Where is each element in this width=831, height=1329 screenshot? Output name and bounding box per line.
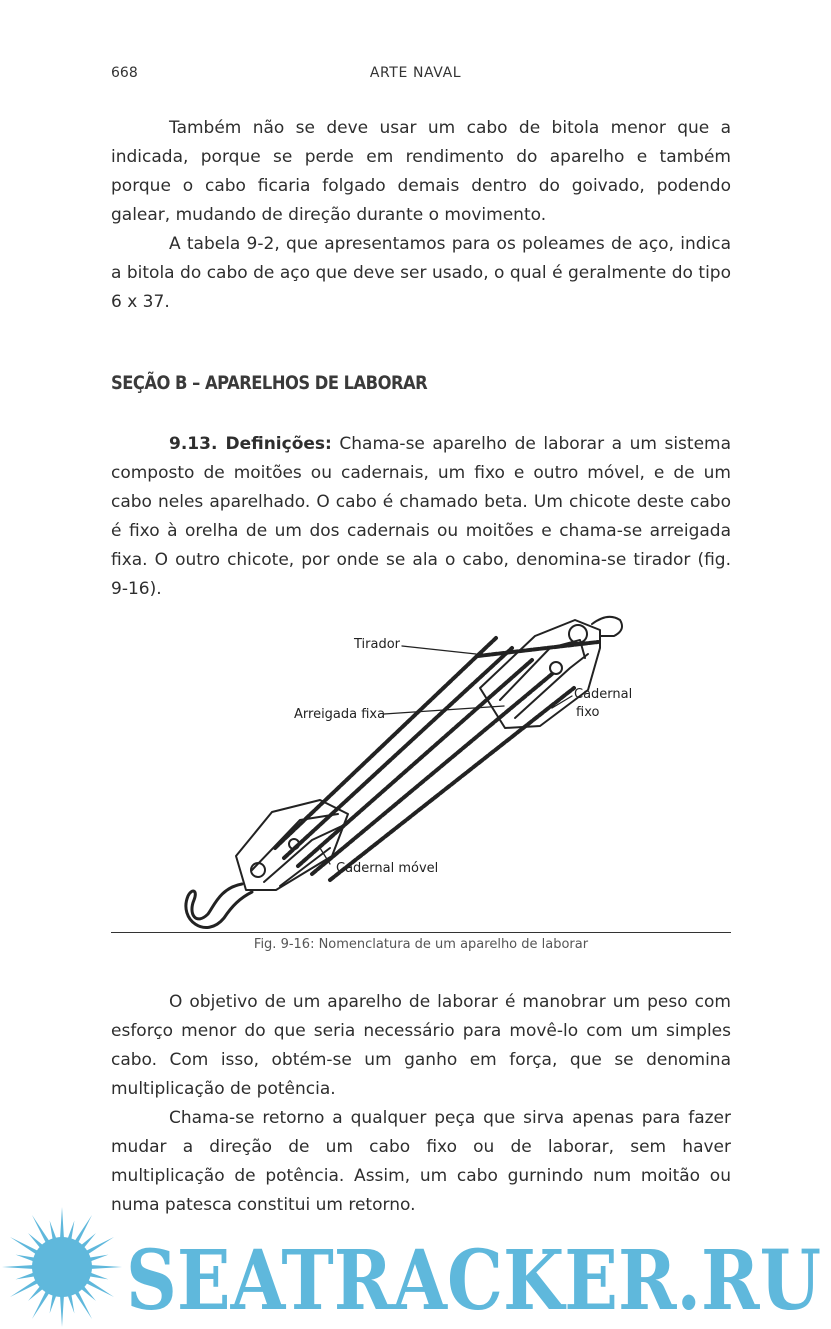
paragraph-text: Chama-se aparelho de laborar a um sistema composto de moitões ou cadernais, um fixo e outro móvel, e de um cabo neles aparelhado. O cabo é chamado beta. Um chicote deste cabo é fixo à orelha de um dos cadernais ou moitões e chama-se arreigada fixa. O outro chicote, por onde se ala o cabo, denomina-se tirador (fig. 9-16). [111, 434, 732, 599]
watermark-text: SEATRACKER.RU [126, 1233, 821, 1329]
sun-ray [16, 1272, 36, 1279]
sun-ray [90, 1265, 122, 1269]
paragraph-text: Também não se deve usar um cabo de bitola menor que a indicada, porque se perde em rendimento do aparelho e também porque o cabo ficaria folgado demais dentro do goivado, podendo galear, mudando de direção durante o movimento. [111, 118, 731, 225]
sun-icon [2, 1207, 122, 1327]
paragraph [111, 230, 731, 317]
label-cadernal-fixo-line1: Cadernal [574, 687, 633, 702]
label-tirador: Tirador [354, 637, 401, 652]
sun-ray [28, 1233, 44, 1249]
sun-ray [50, 1221, 57, 1241]
sun-ray [28, 1285, 44, 1301]
figure-caption: Fig. 9-16: Nomenclatura de um aparelho de laborar [253, 937, 589, 952]
running-title: ARTE NAVAL [369, 65, 462, 81]
rope-parts [275, 638, 598, 880]
sun-ray [2, 1265, 34, 1269]
watermark [0, 1205, 831, 1329]
sun-ray [67, 1294, 74, 1314]
sun-ray [89, 1255, 109, 1262]
tackle-drawing [186, 617, 622, 928]
sun-ray [80, 1285, 96, 1301]
paragraph [111, 988, 731, 1104]
paragraph-text: O objetivo de um aparelho de laborar é manobrar um peso com esforço menor do que seria necessário para movê-lo com um simples cabo. Com isso, obtém-se um ganho em força, que se denomina multiplicação de potência. [111, 992, 731, 1099]
sun-ray [89, 1272, 109, 1279]
hook [186, 884, 252, 927]
sun-ray [16, 1255, 36, 1262]
paragraph-text: A tabela 9-2, que apresentamos para os poleames de aço, indica a bitola do cabo de aço que deve ser usado, o qual é geralmente do tipo 6 x 37. [111, 234, 731, 312]
label-cadernal-fixo-line2: fixo [576, 705, 600, 720]
label-cadernal-movel: Cadernal móvel [336, 861, 439, 876]
leader-lines [320, 646, 572, 864]
paragraph [111, 1104, 731, 1220]
sun-ray [67, 1221, 74, 1241]
definition-paragraph [111, 430, 731, 604]
label-arreigada-fixa: Arreigada fixa [294, 707, 386, 722]
sun-ray [80, 1233, 96, 1249]
figure-divider [111, 932, 731, 933]
fixed-block [480, 617, 622, 728]
tackle-figure [180, 608, 650, 930]
sun-ray [60, 1295, 64, 1327]
paragraph [111, 114, 731, 230]
sun-ray [60, 1207, 64, 1239]
section-heading: SEÇÃO B – APARELHOS DE LABORAR [111, 372, 428, 394]
page-number: 668 [111, 65, 138, 81]
paragraph-text: Chama-se retorno a qualquer peça que sirva apenas para fazer mudar a direção de um cabo fixo ou de laborar, sem haver multiplicação de potência. Assim, um cabo gurnindo num moitão ou numa patesca constitui um retorno. [111, 1108, 731, 1215]
definition-number: 9.13. Definições: [169, 434, 332, 454]
sun-ray [50, 1294, 57, 1314]
